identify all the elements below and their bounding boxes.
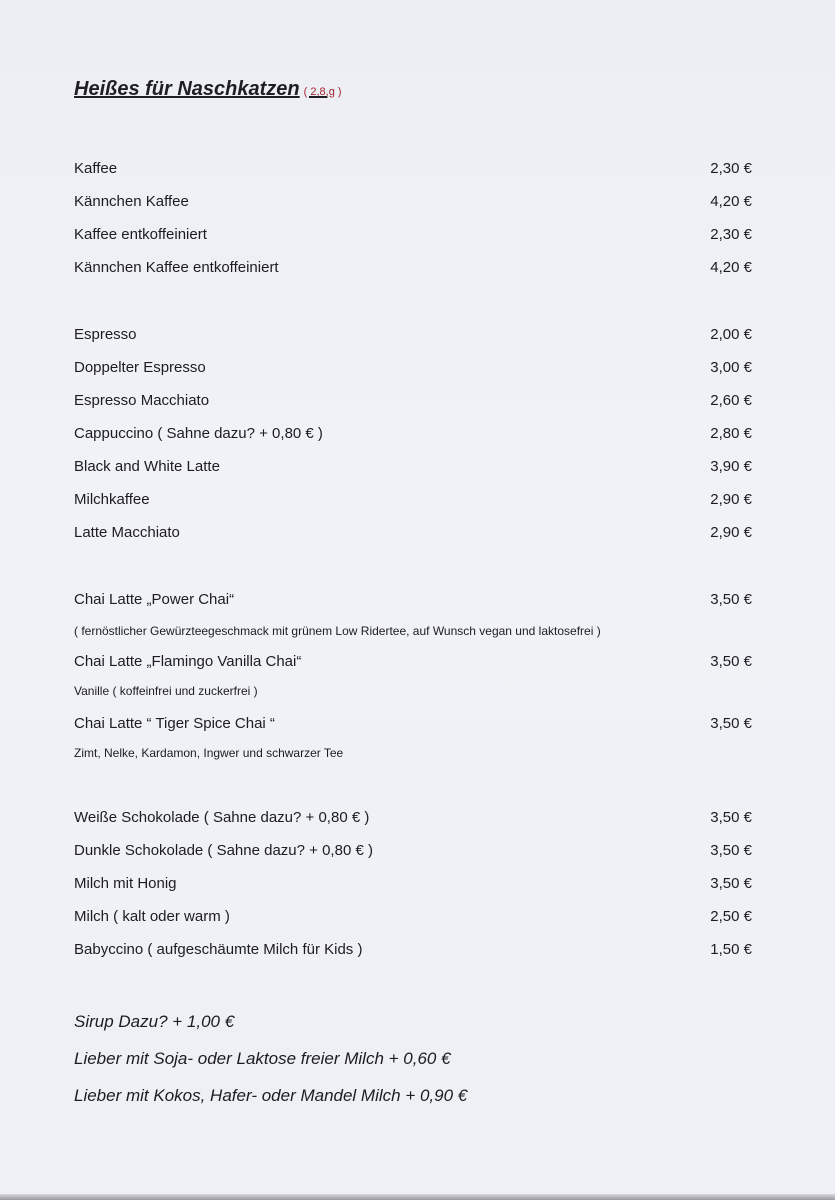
menu-item [74,653,752,670]
item-name: Espresso Macchiato [74,392,210,409]
item-name: Dunkle Schokolade ( Sahne dazu? + 0,80 € ) [74,842,373,859]
item-note: Vanille ( koffeinfrei und zuckerfrei ) [74,684,258,698]
item-name: Milch ( kalt oder warm ) [74,908,230,925]
item-name: Kännchen Kaffee [74,193,189,210]
item-price: 2,30 € [710,160,752,177]
item-name: Kaffee entkoffeiniert [74,226,207,243]
item-name: Doppelter Espresso [74,359,206,376]
menu-item [74,875,752,892]
allergen-codes: ( 2,8,g ) [303,86,342,98]
menu-item [74,226,752,243]
menu-item [74,842,752,859]
item-name: Chai Latte “ Tiger Spice Chai “ [74,715,275,732]
menu-item [74,359,752,376]
item-note: Zimt, Nelke, Kardamon, Ingwer und schwarzer Tee [74,746,344,760]
item-price: 2,90 € [710,491,752,508]
item-price: 1,50 € [710,941,752,958]
extra-option: Sirup Dazu? + 1,00 € [74,1012,235,1031]
item-note: ( fernöstlicher Gewürzteegeschmack mit grünem Low Ridertee, auf Wunsch vegan und laktosefrei ) [74,624,601,638]
menu-item [74,491,752,508]
item-name: Milchkaffee [74,491,150,508]
menu-heading [74,78,342,101]
item-name: Black and White Latte [74,458,220,475]
menu-item [74,524,752,541]
item-price: 3,00 € [710,359,752,376]
item-name: Kännchen Kaffee entkoffeiniert [74,259,279,276]
item-name: Espresso [74,326,137,343]
item-price: 2,80 € [710,425,752,442]
menu-item [74,259,752,276]
item-price: 4,20 € [710,193,752,210]
menu-item [74,392,752,409]
item-price: 2,50 € [710,908,752,925]
item-price: 3,50 € [710,591,752,608]
item-name: Babyccino ( aufgeschäumte Milch für Kids ) [74,941,363,958]
extra-option: Lieber mit Soja- oder Laktose freier Milch + 0,60 € [74,1049,451,1068]
menu-item [74,193,752,210]
menu-item [74,715,752,732]
item-price: 4,20 € [710,259,752,276]
menu-item [74,160,752,177]
item-name: Kaffee [74,160,118,177]
item-name: Weiße Schokolade ( Sahne dazu? + 0,80 € ) [74,809,370,826]
item-price: 3,50 € [710,809,752,826]
menu-item [74,591,752,608]
item-name: Chai Latte „Power Chai“ [74,591,235,608]
menu-item [74,326,752,343]
item-price: 3,90 € [710,458,752,475]
menu-item [74,941,752,958]
menu-item [74,908,752,925]
menu-title: Heißes für Naschkatzen [74,78,300,100]
page-edge [0,1194,835,1200]
item-price: 2,90 € [710,524,752,541]
item-price: 3,50 € [710,715,752,732]
item-price: 2,30 € [710,226,752,243]
item-price: 2,00 € [710,326,752,343]
extra-option: Lieber mit Kokos, Hafer- oder Mandel Milch + 0,90 € [74,1086,468,1105]
item-price: 3,50 € [710,842,752,859]
item-price: 2,60 € [710,392,752,409]
item-price: 3,50 € [710,875,752,892]
item-name: Chai Latte „Flamingo Vanilla Chai“ [74,653,302,670]
item-name: Latte Macchiato [74,524,180,541]
menu-item [74,425,752,442]
item-price: 3,50 € [710,653,752,670]
menu-item [74,458,752,475]
item-name: Milch mit Honig [74,875,177,892]
menu-item [74,809,752,826]
item-name: Cappuccino ( Sahne dazu? + 0,80 € ) [74,425,323,442]
